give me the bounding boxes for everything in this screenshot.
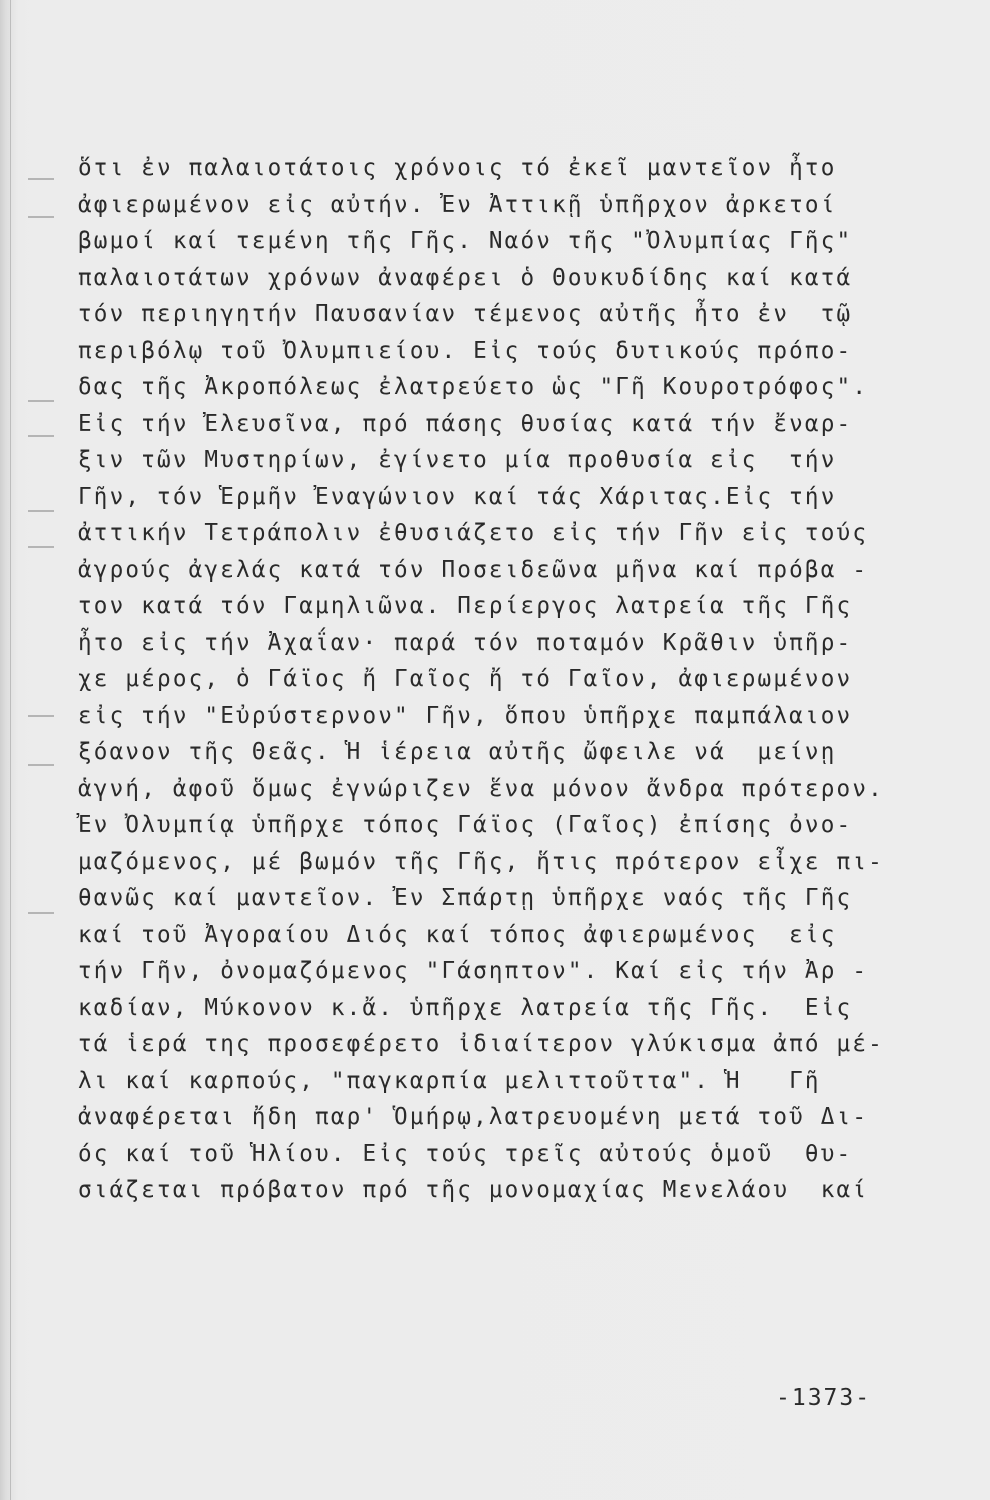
text-line: δας τῆς Ἀκροπόλεως ἐλατρεύετο ὡς "Γῆ Κουροτρόφος". (78, 374, 869, 400)
margin-mark (28, 546, 54, 548)
text-line: τον κατά τόν Γαμηλιῶνα. Περίεργος λατρεία τῆς Γῆς (78, 593, 853, 619)
text-line: ξόανον τῆς Θεᾶς. Ἡ ἱέρεια αὐτῆς ὤφειλε νά μείνῃ (78, 739, 837, 765)
text-line: θανῶς καί μαντεῖον. Ἐν Σπάρτῃ ὑπῆρχε ναός τῆς Γῆς (78, 885, 853, 911)
margin-mark (28, 715, 54, 717)
text-line: ἀφιερωμένον εἰς αὐτήν. Ἐν Ἀττικῇ ὑπῆρχον ἀρκετοί (78, 191, 837, 218)
margin-mark (28, 764, 54, 766)
margin-mark (28, 510, 54, 512)
page-binding-edge (10, 0, 11, 1500)
text-line: μαζόμενος, μέ βωμόν τῆς Γῆς, ἥτις πρότερον εἶχε πι- (78, 848, 884, 875)
text-line: ἀναφέρεται ἤδη παρ' Ὁμήρῳ,λατρευομένη μετά τοῦ Δι- (78, 1104, 869, 1130)
margin-mark (28, 178, 54, 180)
margin-mark (28, 216, 54, 218)
text-line: βωμοί καί τεμένη τῆς Γῆς. Ναόν τῆς "Ὀλυμπίας Γῆς" (78, 228, 853, 254)
text-line: ἁγνή, ἀφοῦ ὅμως ἐγνώριζεν ἕνα μόνον ἄνδρα πρότερον. (78, 775, 884, 802)
page-number: -1373- (776, 1385, 872, 1411)
text-line: σιάζεται πρόβατον πρό τῆς μονομαχίας Μενελάου καί (78, 1177, 869, 1203)
text-line: λι καί καρπούς, "παγκαρπία μελιττοῦττα". Ἡ Γῆ (78, 1067, 821, 1094)
text-line: χε μέρος, ὁ Γάϊος ἤ Γαῖος ἤ τό Γαῖον, ἀφιερωμένον (78, 666, 853, 692)
text-line: τόν περιηγητήν Παυσανίαν τέμενος αὐτῆς ἦτο ἐν τῷ (78, 301, 853, 327)
margin-mark (28, 435, 54, 437)
text-line: περιβόλῳ τοῦ Ὀλυμπιείου. Εἰς τούς δυτικούς πρόπο- (78, 337, 853, 364)
text-line: ὅτι ἐν παλαιοτάτοις χρόνοις τό ἐκεῖ μαντεῖον ἦτο (78, 155, 837, 181)
text-line: τήν Γῆν, ὀνομαζόμενος "Γάσηπτον". Καί εἰς τήν Ἀρ - (78, 958, 869, 984)
text-line: ἀττικήν Τετράπολιν ἐθυσιάζετο εἰς τήν Γῆν εἰς τούς (78, 520, 869, 546)
margin-mark (28, 912, 54, 914)
text-line: ός καί τοῦ Ἡλίου. Εἰς τούς τρεῖς αὐτούς ὁμοῦ θυ- (78, 1140, 853, 1167)
text-line: ξιν τῶν Μυστηρίων, ἐγίνετο μία προθυσία εἰς τήν (78, 447, 837, 473)
text-line: παλαιοτάτων χρόνων ἀναφέρει ὁ Θουκυδίδης καί κατά (78, 264, 853, 291)
text-line: ἀγρούς ἀγελάς κατά τόν Ποσειδεῶνα μῆνα καί πρόβα - (78, 556, 869, 583)
text-line: Γῆν, τόν Ἑρμῆν Ἐναγώνιον καί τάς Χάριτας.Εἰς τήν (78, 483, 837, 510)
margin-mark (28, 400, 54, 402)
text-line: τά ἱερά της προσεφέρετο ἰδιαίτερον γλύκισμα ἀπό μέ- (78, 1031, 884, 1057)
text-line: Εἰς τήν Ἐλευσῖνα, πρό πάσης θυσίας κατά τήν ἔναρ- (78, 410, 853, 437)
body-text (78, 150, 938, 1209)
text-line: Ἐν Ὀλυμπίᾳ ὑπῆρχε τόπος Γάϊος (Γαῖος) ἐπίσης ὀνο- (78, 812, 853, 838)
text-line: ἦτο εἰς τήν Ἀχαΐαν· παρά τόν ποταμόν Κρᾶθιν ὑπῆρ- (78, 629, 853, 656)
text-line: καί τοῦ Ἀγοραίου Διός καί τόπος ἀφιερωμένος εἰς (78, 921, 837, 948)
text-line: καδίαν, Μύκονον κ.ἄ. ὑπῆρχε λατρεία τῆς Γῆς. Εἰς (78, 994, 853, 1021)
text-line: εἰς τήν "Εὐρύστερνον" Γῆν, ὅπου ὑπῆρχε παμπάλαιον (78, 702, 853, 729)
